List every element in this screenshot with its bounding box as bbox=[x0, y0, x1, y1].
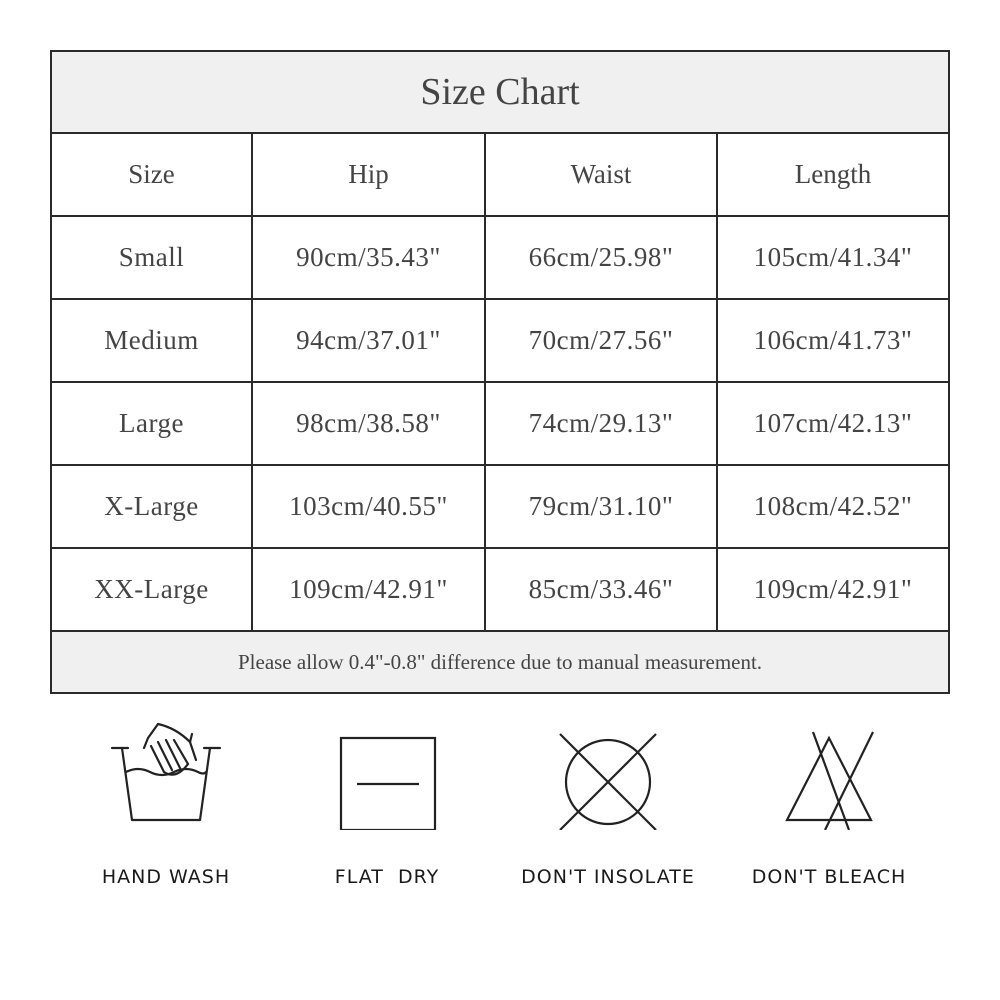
table-row bbox=[51, 548, 949, 631]
table-row bbox=[51, 299, 949, 382]
care-label: FLAT DRY bbox=[334, 866, 440, 888]
column-header-waist: Waist bbox=[485, 133, 717, 216]
dont-insolate-icon bbox=[548, 720, 668, 830]
title-row bbox=[51, 51, 949, 133]
care-dont-insolate bbox=[508, 720, 708, 888]
length-cell: 109cm/42.91" bbox=[717, 548, 949, 631]
care-label: DON'T BLEACH bbox=[751, 866, 907, 888]
care-dont-bleach bbox=[729, 720, 929, 888]
hip-cell: 109cm/42.91" bbox=[252, 548, 485, 631]
care-hand-wash bbox=[66, 720, 266, 888]
length-cell: 108cm/42.52" bbox=[717, 465, 949, 548]
length-cell: 106cm/41.73" bbox=[717, 299, 949, 382]
hip-cell: 98cm/38.58" bbox=[252, 382, 485, 465]
care-flat-dry bbox=[287, 720, 487, 888]
care-label: HAND WASH bbox=[101, 866, 231, 888]
waist-cell: 74cm/29.13" bbox=[485, 382, 717, 465]
length-cell: 107cm/42.13" bbox=[717, 382, 949, 465]
column-header-size: Size bbox=[51, 133, 252, 216]
dont-bleach-icon bbox=[769, 720, 889, 830]
waist-cell: 70cm/27.56" bbox=[485, 299, 717, 382]
table-row bbox=[51, 216, 949, 299]
waist-cell: 79cm/31.10" bbox=[485, 465, 717, 548]
size-cell: Medium bbox=[51, 299, 252, 382]
note-row bbox=[51, 631, 949, 693]
hip-cell: 94cm/37.01" bbox=[252, 299, 485, 382]
waist-cell: 85cm/33.46" bbox=[485, 548, 717, 631]
table-row bbox=[51, 382, 949, 465]
chart-title: Size Chart bbox=[51, 51, 949, 133]
flat-dry-icon bbox=[327, 720, 447, 830]
size-cell: Large bbox=[51, 382, 252, 465]
size-chart-table bbox=[50, 50, 950, 694]
size-cell: XX-Large bbox=[51, 548, 252, 631]
table-row bbox=[51, 465, 949, 548]
header-row bbox=[51, 133, 949, 216]
hand-wash-icon bbox=[106, 720, 226, 830]
waist-cell: 66cm/25.98" bbox=[485, 216, 717, 299]
column-header-length: Length bbox=[717, 133, 949, 216]
hip-cell: 103cm/40.55" bbox=[252, 465, 485, 548]
size-cell: Small bbox=[51, 216, 252, 299]
size-cell: X-Large bbox=[51, 465, 252, 548]
care-label: DON'T INSOLATE bbox=[521, 866, 695, 888]
measurement-note: Please allow 0.4"-0.8" difference due to manual measurement. bbox=[51, 631, 949, 693]
hip-cell: 90cm/35.43" bbox=[252, 216, 485, 299]
column-header-hip: Hip bbox=[252, 133, 485, 216]
length-cell: 105cm/41.34" bbox=[717, 216, 949, 299]
